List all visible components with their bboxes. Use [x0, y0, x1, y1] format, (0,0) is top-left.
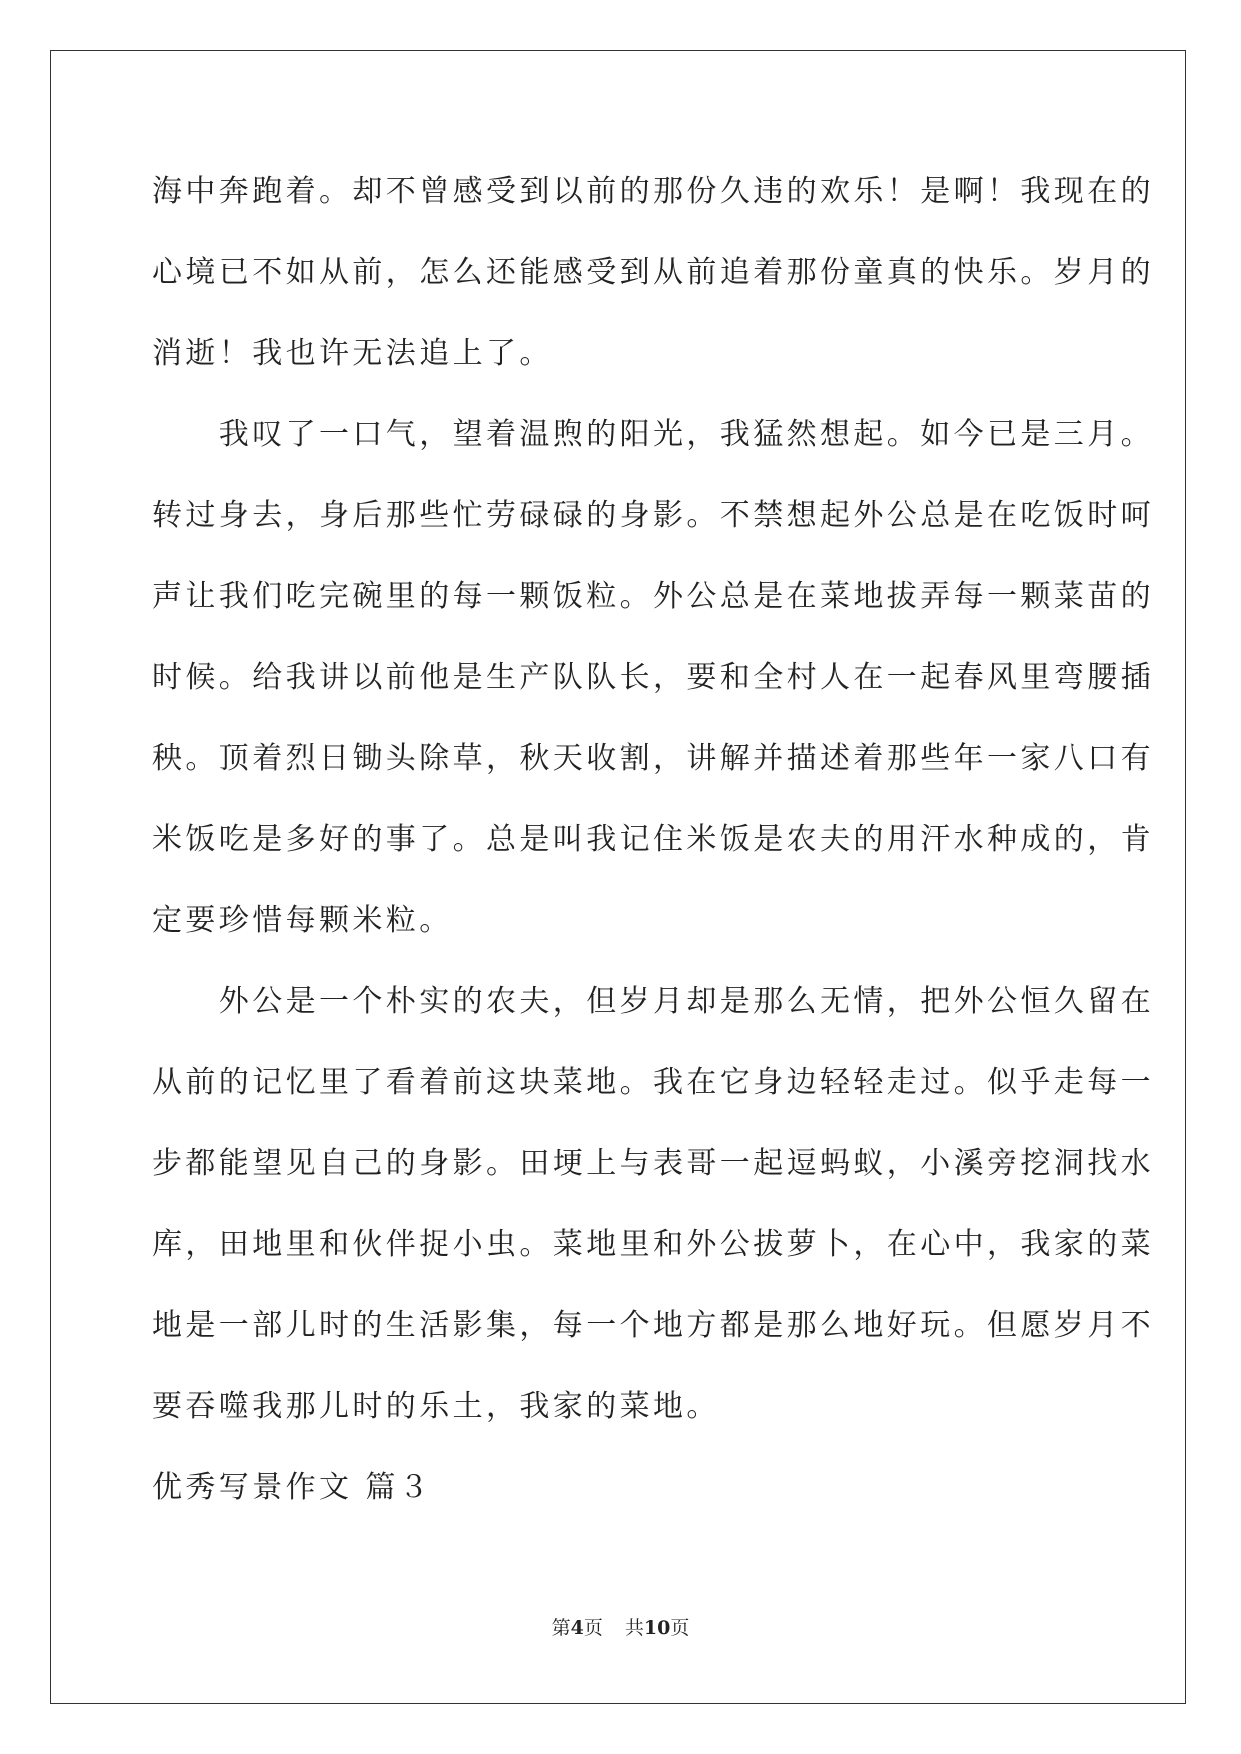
text-line: 海中奔跑着。却不曾感受到以前的那份久违的欢乐！是啊！我现在的 [152, 174, 1154, 209]
text-line: 声让我们吃完碗里的每一颗饭粒。外公总是在菜地拔弄每一颗菜苗的 [152, 579, 1154, 614]
footer-total-prefix: 共 [624, 1617, 644, 1639]
footer-page-number: 4 [570, 1617, 584, 1639]
text-line: 心境已不如从前，怎么还能感受到从前追着那份童真的快乐。岁月的 [152, 255, 1154, 290]
text-line: 地是一部儿时的生活影集，每一个地方都是那么地好玩。但愿岁月不 [152, 1308, 1154, 1343]
text-line: 转过身去，身后那些忙劳碌碌的身影。不禁想起外公总是在吃饭时呵 [152, 498, 1154, 533]
text-line: 要吞噬我那儿时的乐土，我家的菜地。 [152, 1389, 720, 1424]
text-line: 时候。给我讲以前他是生产队队长，要和全村人在一起春风里弯腰插 [152, 660, 1154, 695]
page-border [50, 50, 1186, 1704]
footer-total-suffix: 页 [670, 1617, 690, 1639]
text-line: 定要珍惜每颗米粒。 [152, 903, 453, 938]
text-line: 步都能望见自己的身影。田埂上与表哥一起逗蚂蚁，小溪旁挖洞找水 [152, 1146, 1154, 1181]
text-line: 从前的记忆里了看着前这块菜地。我在它身边轻轻走过。似乎走每一 [152, 1065, 1154, 1100]
text-line: 米饭吃是多好的事了。总是叫我记住米饭是农夫的用汗水种成的，肯 [152, 822, 1154, 857]
text-line: 库，田地里和伙伴捉小虫。菜地里和外公拔萝卜，在心中，我家的菜 [152, 1227, 1154, 1262]
page-footer [0, 1613, 1241, 1640]
text-line: 消逝！我也许无法追上了。 [152, 336, 553, 371]
text-line: 我叹了一口气，望着温煦的阳光，我猛然想起。如今已是三月。 [152, 417, 1154, 452]
footer-page-suffix: 页 [583, 1617, 603, 1639]
text-line: 外公是一个朴实的农夫，但岁月却是那么无情，把外公恒久留在 [152, 984, 1154, 1019]
text-line: 秧。顶着烈日锄头除草，秋天收割，讲解并描述着那些年一家八口有 [152, 741, 1154, 776]
section-heading: 优秀写景作文 篇３ [152, 1470, 433, 1505]
footer-total-pages: 10 [643, 1617, 671, 1639]
footer-prefix: 第 [551, 1617, 571, 1639]
